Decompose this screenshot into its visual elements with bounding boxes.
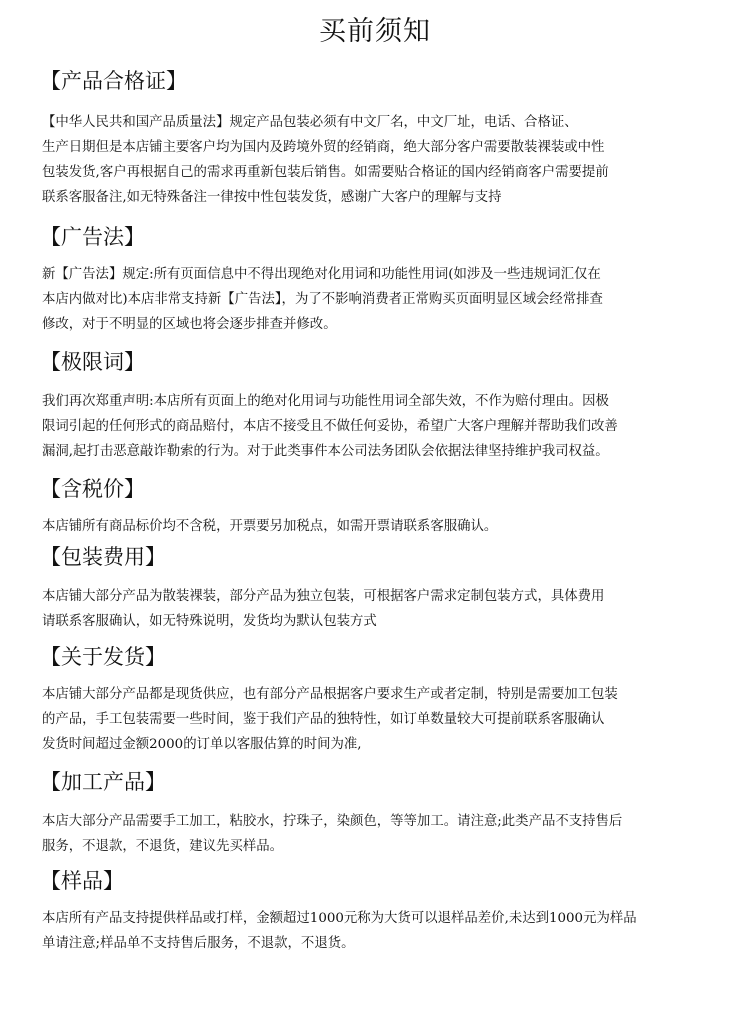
section-body-shipping (42, 682, 742, 757)
section-body-tax-price (42, 514, 742, 539)
paragraph-line: 本店内做对比)本店非常支持新【广告法】，为了不影响消费者正常购买页面明显区域会经常排查 (42, 292, 603, 307)
paragraph-line: 限词引起的任何形式的商品赔付，本店不接受且不做任何妥协，希望广大客户理解并帮助我们改善 (42, 419, 618, 434)
section-body-certificate (42, 110, 742, 210)
paragraph-line: 本店铺大部分产品为散装裸装，部分产品为独立包装，可根据客户需求定制包装方式，具体费用 (42, 589, 605, 604)
paragraph-line: 本店大部分产品需要手工加工，粘胶水，拧珠子，染颜色，等等加工。请注意;此类产品不支持售后 (42, 814, 623, 829)
paragraph-line: 联系客服备注,如无特殊备注一律按中性包装发货，感谢广大客户的理解与支持 (42, 190, 502, 205)
section-body-extreme-words (42, 389, 742, 464)
paragraph-line: 漏洞,起打击恶意敲诈勒索的行为。对于此类事件本公司法务团队会依据法律坚持维护我司权益。 (42, 444, 609, 459)
paragraph-line: 新【广告法】规定:所有页面信息中不得出现绝对化用词和功能性用词(如涉及一些违规词汇仅在 (42, 267, 601, 282)
section-heading-shipping: 【关于发货】 (40, 645, 166, 669)
paragraph-line: 【中华人民共和国产品质量法】规定产品包装必须有中文厂名，中文厂址，电话、合格证、 (42, 115, 578, 130)
section-heading-extreme-words: 【极限词】 (40, 350, 145, 374)
section-heading-packaging-fee: 【包装费用】 (40, 545, 166, 569)
paragraph-line: 本店铺所有商品标价均不含税，开票要另加税点，如需开票请联系客服确认。 (42, 519, 498, 534)
section-body-samples (42, 906, 742, 956)
paragraph-line: 我们再次郑重声明:本店所有页面上的绝对化用词与功能性用词全部失效，不作为赔付理由。因极 (42, 394, 609, 409)
paragraph-line: 的产品，手工包装需要一些时间，鉴于我们产品的独特性，如订单数量较大可提前联系客服确认 (42, 712, 605, 727)
paragraph-line: 服务，不退款，不退货，建议先买样品。 (42, 839, 284, 854)
paragraph-line: 修改，对于不明显的区域也将会逐步排查并修改。 (42, 317, 337, 332)
paragraph-line: 本店所有产品支持提供样品或打样，金额超过1000元称为大货可以退样品差价,未达到1000元为样品 (42, 911, 637, 926)
section-heading-advertising-law: 【广告法】 (40, 225, 145, 249)
section-body-processed-products (42, 809, 742, 859)
page-title: 买前须知 (319, 16, 431, 47)
paragraph-line: 请联系客服确认，如无特殊说明，发货均为默认包装方式 (42, 614, 377, 629)
paragraph-line: 发货时间超过金额2000的订单以客服估算的时间为准, (42, 737, 362, 752)
section-body-advertising-law (42, 262, 742, 337)
paragraph-line: 本店铺大部分产品都是现货供应，也有部分产品根据客户要求生产或者定制，特别是需要加工包装 (42, 687, 618, 702)
paragraph-line: 生产日期但是本店铺主要客户均为国内及跨境外贸的经销商，绝大部分客户需要散装裸装或中性 (42, 140, 605, 155)
section-body-packaging-fee (42, 584, 742, 634)
section-heading-processed-products: 【加工产品】 (40, 770, 166, 794)
section-heading-certificate: 【产品合格证】 (40, 69, 187, 93)
section-heading-samples: 【样品】 (40, 869, 124, 893)
section-heading-tax-price: 【含税价】 (40, 477, 145, 501)
paragraph-line: 包装发货,客户再根据自己的需求再重新包装后销售。如需要贴合格证的国内经销商客户需要提前 (42, 165, 609, 180)
paragraph-line: 单请注意;样品单不支持售后服务，不退款，不退货。 (42, 936, 355, 951)
